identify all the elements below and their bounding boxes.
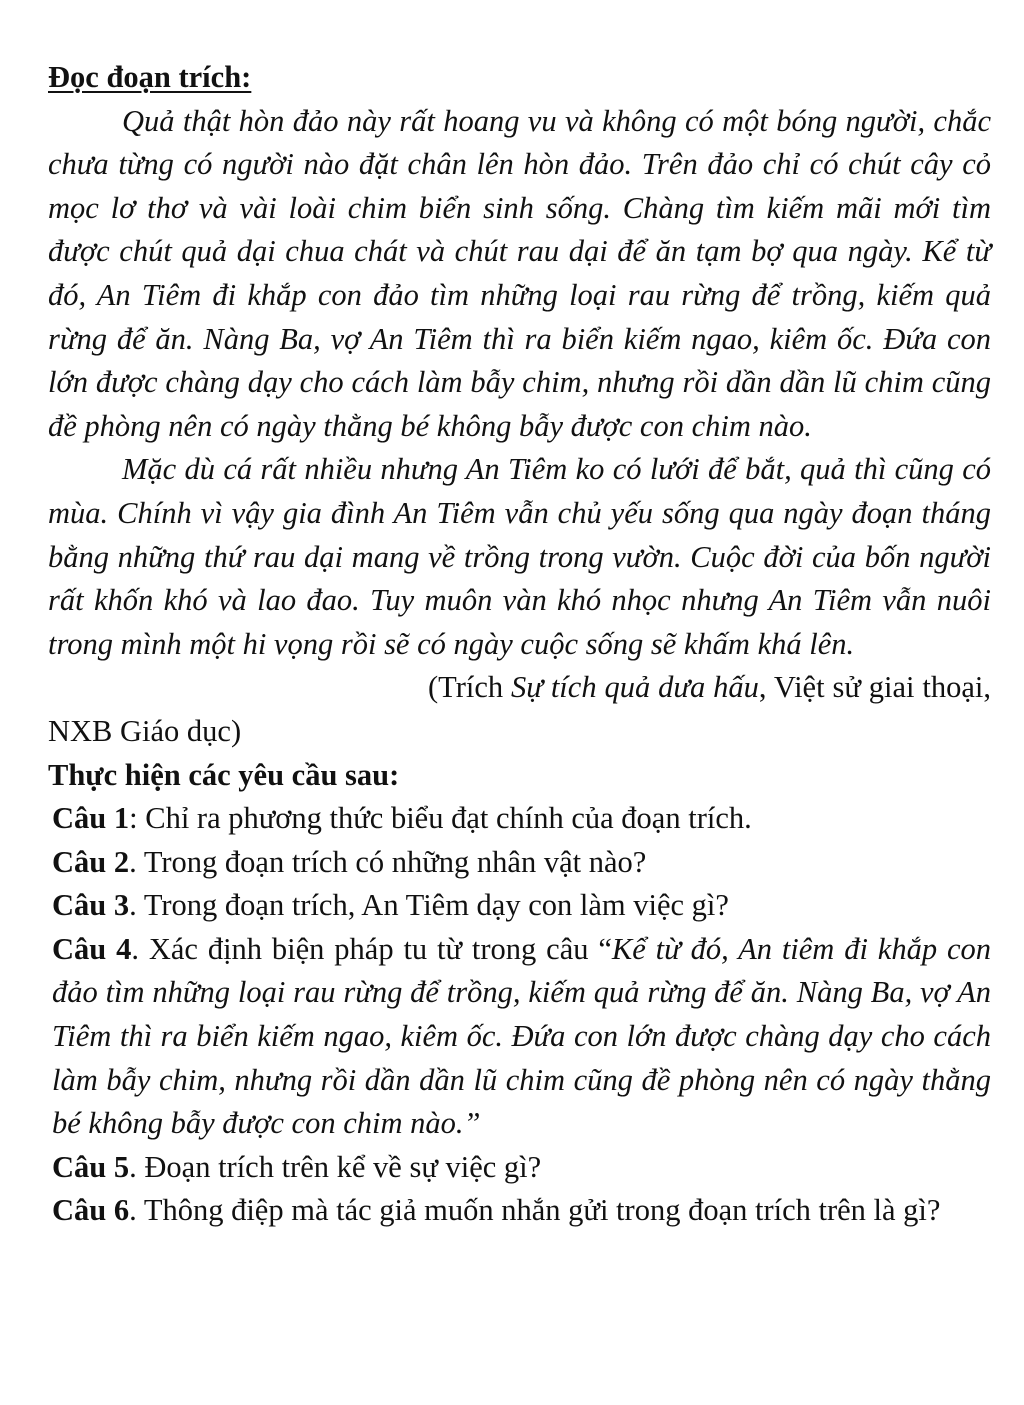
passage-paragraph-2: Mặc dù cá rất nhiều nhưng An Tiêm ko có lưới để bắt, quả thì cũng có mùa. Chính vì vậy gia đình An Tiêm vẫn chủ yếu sống qua ngày đoạn tháng bằng những thứ rau dại mang về trồng trong vườn. Cuộc đời của bốn người rất khốn khó và lao đao. Tuy muôn vàn khó nhọc nhưng An Tiêm vẫn nuôi trong mình một hi vọng rồi sẽ có ngày cuộc sống sẽ khấm khá lên. (48, 452, 991, 661)
reading-heading: Đọc đoạn trích: (48, 60, 252, 94)
question-label: Câu 5 (52, 1149, 130, 1184)
question-label: Câu 1 (52, 801, 130, 836)
tasks-heading: Thực hiện các yêu cầu sau: (48, 757, 400, 792)
question-label: Câu 4 (52, 931, 132, 966)
question-3: Câu 3. Trong đoạn trích, An Tiêm dạy con làm việc gì? (52, 888, 729, 923)
question-5: Câu 5. Đoạn trích trên kể về sự việc gì? (52, 1149, 542, 1184)
question-6: Câu 6. Thông điệp mà tác giả muốn nhắn gửi trong đoạn trích trên là gì? (52, 1193, 941, 1228)
question-1: Câu 1: Chỉ ra phương thức biểu đạt chính của đoạn trích. (52, 801, 752, 836)
question-quote: Kể từ đó, An tiêm đi khắp con đảo tìm những loại rau rừng để trồng, kiếm quả rừng để ăn. Nàng Ba, vợ An Tiêm thì ra biển kiếm ngao, kiêm ốc. Đứa con lớn được chàng dạy cho cách làm bẫy chim, nhưng rồi dần dần lũ chim cũng đề phòng nên có ngày thằng bé không bẫy được con chim nào.” (52, 931, 991, 1141)
question-label: Câu 2 (52, 844, 130, 879)
question-label: Câu 3 (52, 888, 130, 923)
source-citation: (Trích Sự tích quả dưa hấu, Việt sử giai thoại, NXB Giáo dục) (48, 670, 992, 748)
question-2: Câu 2. Trong đoạn trích có những nhân vật nào? (52, 844, 647, 879)
source-title: Sự tích quả dưa hấu (511, 670, 759, 705)
question-text: Trong đoạn trích có những nhân vật nào? (143, 844, 647, 879)
question-text: Chỉ ra phương thức biểu đạt chính của đoạn trích. (145, 801, 752, 836)
question-4: Câu 4. Xác định biện pháp tu từ trong câu “Kể từ đó, An tiêm đi khắp con đảo tìm những loại rau rừng để trồng, kiếm quả rừng để ăn. Nàng Ba, vợ An Tiêm thì ra biển kiếm ngao, kiêm ốc. Đứa con lớn được chàng dạy cho cách làm bẫy chim, nhưng rồi dần dần lũ chim cũng đề phòng nên có ngày thằng bé không bẫy được con chim nào.” (52, 931, 991, 1141)
passage-paragraph-1: Quả thật hòn đảo này rất hoang vu và không có một bóng người, chắc chưa từng có người nào đặt chân lên hòn đảo. Trên đảo chỉ có chút cây cỏ mọc lơ thơ và vài loài chim biển sinh sống. Chàng tìm kiếm mãi mới tìm được chút quả dại chua chát và chút rau dại để ăn tạm bợ qua ngày. Kể từ đó, An Tiêm đi khắp con đảo tìm những loại rau rừng để trồng, kiếm quả rừng để ăn. Nàng Ba, vợ An Tiêm thì ra biển kiếm ngao, kiêm ốc. Đứa con lớn được chàng dạy cho cách làm bẫy chim, nhưng rồi dần dần lũ chim cũng đề phòng nên có ngày thằng bé không bẫy được con chim nào. (48, 103, 991, 443)
question-label: Câu 6 (52, 1193, 130, 1228)
question-text: Đoạn trích trên kể về sự việc gì? (144, 1149, 542, 1184)
question-text: Xác định biện pháp tu từ trong câu “ (148, 931, 612, 966)
question-text: Thông điệp mà tác giả muốn nhắn gửi trong đoạn trích trên là gì? (143, 1193, 941, 1228)
question-text: Trong đoạn trích, An Tiêm dạy con làm việc gì? (143, 888, 729, 923)
